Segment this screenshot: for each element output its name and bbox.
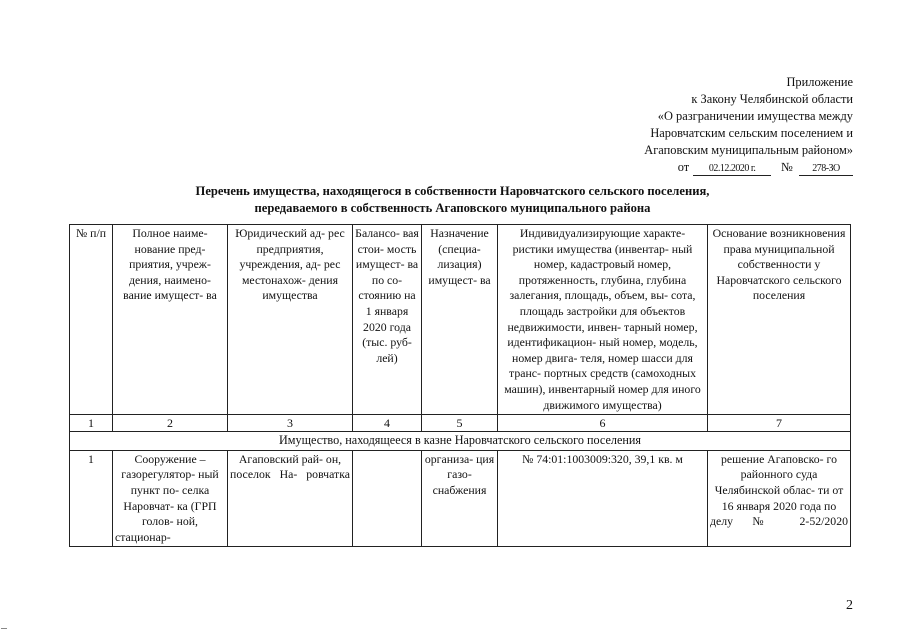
page-number: 2 <box>846 598 853 613</box>
row-basis: решение Агаповско- го районного суда Челябинской облас- ти от 16 января 2020 года по делу № 2-52/2020 <box>708 450 851 547</box>
row-name: Сооружение – газорегулятор- ный пункт по- селка Наровчат- ка (ГРП голов- ной, стационар- <box>113 450 228 547</box>
column-number: 5 <box>422 415 498 432</box>
annex-line: Наровчатским сельским поселением и <box>650 126 853 140</box>
column-number-row <box>70 415 851 432</box>
header-cell-address: Юридический ад- рес предприятия, учреждения, ад- рес местонахож- дения имущества <box>228 225 353 415</box>
table-row <box>70 450 851 547</box>
header-cell-name: Полное наиме- нование пред- приятия, учреж- дения, наимено- вание имущест- ва <box>113 225 228 415</box>
annex-line: к Закону Челябинской области <box>691 92 853 106</box>
row-balance <box>353 450 422 547</box>
row-address: Агаповский рай- он, поселок На- ровчатка <box>228 450 353 547</box>
column-number: 3 <box>228 415 353 432</box>
document-title <box>0 183 905 217</box>
header-row <box>70 225 851 415</box>
margin-mark <box>1 628 7 629</box>
column-number: 6 <box>498 415 708 432</box>
title-line-1: Перечень имущества, находящегося в собственности Наровчатского сельского поселения, <box>195 184 710 198</box>
annex-header <box>644 74 853 176</box>
law-number: 278-ЗО <box>799 162 853 176</box>
header-cell-number: № п/п <box>70 225 113 415</box>
annex-date-number-row <box>644 159 853 176</box>
header-cell-balance: Балансо- вая стои- мость имущест- ва по со- стоянию на 1 января 2020 года (тыс. руб- лей) <box>353 225 422 415</box>
annex-line: «О разграничении имущества между <box>657 109 853 123</box>
column-number: 1 <box>70 415 113 432</box>
title-line-2: передаваемого в собственность Агаповского муниципального района <box>254 201 651 215</box>
header-cell-characteristics: Индивидуализирующие характе- ристики имущества (инвентар- ный номер, кадастровый номер, протяженность, глубина, глубина залегания, площадь, объем, вы- сота, площадь застройки для объектов недвижимости, инвен- тарный номер, идентификацион- ный номер, модель, номер двига- теля, номер шасси для транс- портных средств (самоходных машин), инвентарный номер для иного движимого имущества) <box>498 225 708 415</box>
row-number: 1 <box>70 450 113 547</box>
section-row <box>70 432 851 451</box>
column-number: 2 <box>113 415 228 432</box>
from-label: от <box>677 160 690 174</box>
law-date: 02.12.2020 г. <box>693 162 771 176</box>
column-number: 4 <box>353 415 422 432</box>
annex-line: Приложение <box>786 75 853 89</box>
header-cell-purpose: Назначение (специа- лизация) имущест- ва <box>422 225 498 415</box>
column-number: 7 <box>708 415 851 432</box>
annex-line: Агаповским муниципальным районом» <box>644 143 853 157</box>
row-characteristics: № 74:01:1003009:320, 39,1 кв. м <box>498 450 708 547</box>
section-title: Имущество, находящееся в казне Наровчатского сельского поселения <box>70 432 851 451</box>
property-table <box>69 224 851 547</box>
header-cell-basis: Основание возникновения права муниципальной собственности у Наровчатского сельского поселения <box>708 225 851 415</box>
row-purpose: организа- ция газо- снабжения <box>422 450 498 547</box>
number-label: № <box>781 160 793 174</box>
